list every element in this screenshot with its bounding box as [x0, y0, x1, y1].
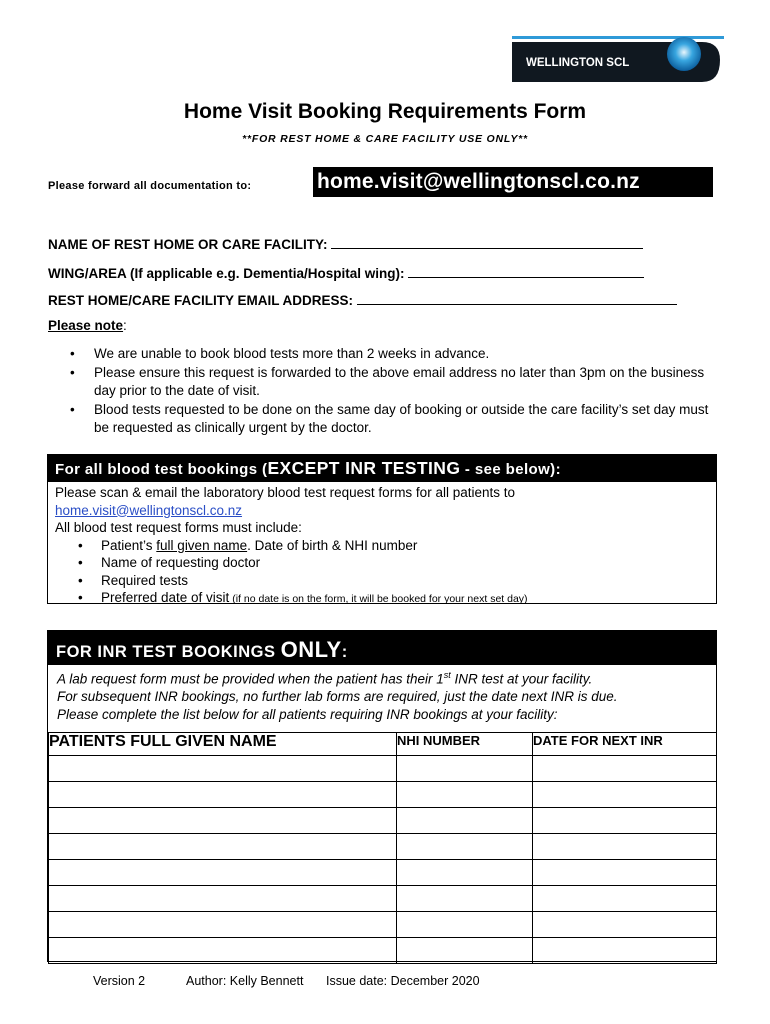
next-inr-date-cell[interactable] [533, 886, 717, 912]
list-item: • Please ensure this request is forwarded to the above email address no later than 3pm on the business day prior to the date of visit. [70, 364, 705, 398]
page-subtitle: **FOR REST HOME & CARE FACILITY USE ONLY** [242, 133, 528, 145]
patient-name-cell[interactable] [49, 756, 397, 782]
table-row [49, 808, 717, 834]
column-header-next-inr-date: DATE FOR NEXT INR [533, 733, 717, 756]
patient-name-cell[interactable] [49, 782, 397, 808]
notes-list [70, 345, 720, 438]
facility-name-field[interactable] [48, 235, 643, 252]
page-title: Home Visit Booking Requirements Form [183, 100, 587, 123]
list-item: • We are unable to book blood tests more than 2 weeks in advance. [70, 346, 490, 361]
patient-name-cell[interactable] [49, 860, 397, 886]
facility-email-line[interactable] [357, 291, 677, 305]
requirements-intro: All blood test request forms must include: [55, 520, 302, 535]
facility-email-field[interactable] [48, 291, 677, 308]
table-row [49, 938, 717, 964]
next-inr-date-cell[interactable] [533, 782, 717, 808]
patient-name-cell[interactable] [49, 808, 397, 834]
patient-name-cell[interactable] [49, 912, 397, 938]
footer-version: Version 2 [93, 974, 146, 988]
list-item: • Preferred date of visit (if no date is on the form, it will be booked for your next set day) [78, 590, 528, 605]
footer-issue-date: Issue date: December 2020 [326, 974, 480, 988]
patient-name-cell[interactable] [49, 886, 397, 912]
table-row [49, 860, 717, 886]
wellington-scl-logo [512, 34, 724, 84]
list-item: • Name of requesting doctor [78, 555, 261, 570]
table-row [49, 886, 717, 912]
next-inr-date-cell[interactable] [533, 756, 717, 782]
inr-patient-table [48, 732, 717, 964]
next-inr-date-cell[interactable] [533, 834, 717, 860]
nhi-number-cell[interactable] [397, 912, 533, 938]
forward-email: home.visit@wellingtonscl.co.nz [313, 167, 713, 197]
table-header-row [49, 733, 717, 756]
email-link[interactable]: home.visit@wellingtonscl.co.nz [55, 502, 243, 518]
footer-author: Author: Kelly Bennett [186, 974, 304, 988]
nhi-number-cell[interactable] [397, 860, 533, 886]
inr-section [47, 630, 717, 962]
next-inr-date-cell[interactable] [533, 808, 717, 834]
please-note-heading: Please note: [48, 318, 127, 333]
nhi-number-cell[interactable] [397, 782, 533, 808]
next-inr-date-cell[interactable] [533, 912, 717, 938]
inr-heading: FOR INR TEST BOOKINGS ONLY: [48, 631, 716, 665]
inr-instructions: A lab request form must be provided when the patient has their 1st INR test at your facility. For subsequent INR bookings, no further lab forms are required, just the date next INR is due. Please complete the list below for all patients requiring INR bookings at your facility: [57, 670, 618, 722]
column-header-nhi-number: NHI NUMBER [397, 733, 533, 756]
patient-name-cell[interactable] [49, 938, 397, 964]
nhi-number-cell[interactable] [397, 808, 533, 834]
next-inr-date-cell[interactable] [533, 860, 717, 886]
list-item: • Patient’s full given name. Date of birth & NHI number [78, 537, 418, 553]
blood-test-instruction: Please scan & email the laboratory blood test request forms for all patients to [55, 485, 515, 500]
next-inr-date-cell[interactable] [533, 938, 717, 964]
facility-name-line[interactable] [331, 235, 643, 249]
nhi-number-cell[interactable] [397, 938, 533, 964]
blood-test-section [47, 454, 717, 604]
requirements-list [55, 537, 709, 609]
wing-area-field[interactable] [48, 264, 644, 281]
table-row [49, 834, 717, 860]
column-header-patient-name: PATIENTS FULL GIVEN NAME [49, 733, 397, 756]
table-row [49, 782, 717, 808]
table-row [49, 756, 717, 782]
wing-area-label: WING/AREA (If applicable e.g. Dementia/Hospital wing): [48, 266, 405, 281]
nhi-number-cell[interactable] [397, 756, 533, 782]
table-row [49, 912, 717, 938]
facility-email-label: REST HOME/CARE FACILITY EMAIL ADDRESS: [48, 293, 354, 308]
nhi-number-cell[interactable] [397, 834, 533, 860]
logo-text: WELLINGTON SCL [526, 57, 630, 69]
forward-label: Please forward all documentation to: [48, 180, 252, 192]
wing-area-line[interactable] [408, 264, 644, 278]
blood-test-heading: For all blood test bookings (EXCEPT INR TESTING - see below): [48, 455, 716, 482]
facility-name-label: NAME OF REST HOME OR CARE FACILITY: [48, 237, 328, 252]
list-item: • Required tests [78, 572, 189, 588]
patient-name-cell[interactable] [49, 834, 397, 860]
list-item: • Blood tests requested to be done on the same day of booking or outside the care facility’s set day must be requested as clinically urgent by the doctor. [70, 401, 709, 435]
nhi-number-cell[interactable] [397, 886, 533, 912]
